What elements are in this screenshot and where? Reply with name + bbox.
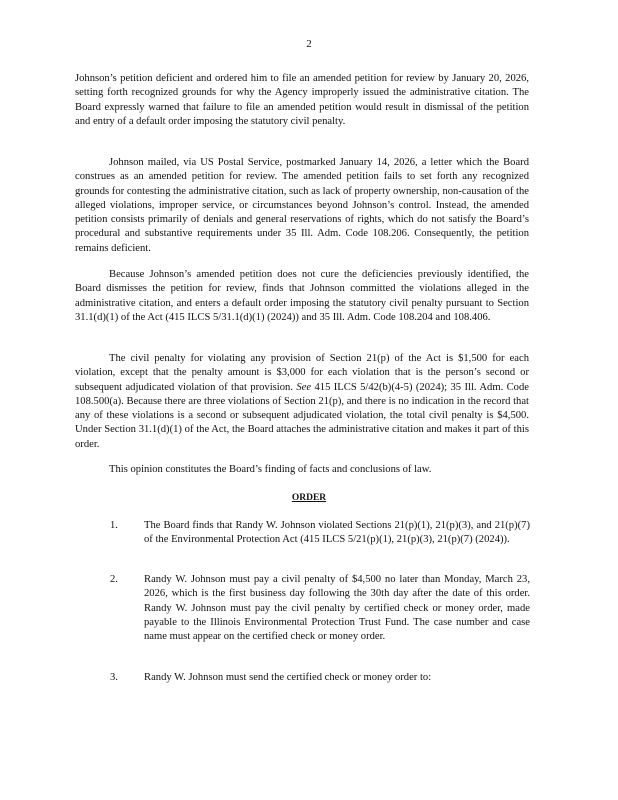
order-item: [110, 671, 530, 685]
paragraph-dismissal: Because Johnson’s amended petition does not cure the deficiencies previously identified, the Board dismisses the petition for review, finds that Johnson committed the violations alleged in the administrative citation, and enters a default order imposing the statutory civil penalty pursuant to Section 31.1(d)(1) of the Act (415 ILCS 5/31.1(d)(1) (2024)) and 35 Ill. Adm. Code 108.204 and 108.406.: [75, 269, 529, 323]
page-number: 2: [306, 38, 312, 50]
paragraph-civil-penalty: [75, 352, 529, 452]
paragraph-amended-petition: Johnson mailed, via US Postal Service, postmarked January 14, 2026, a letter which the Board construes as an amended petition for review. The amended petition fails to set forth any recognized grounds for contesting the administrative citation, such as lack of property ownership, non-causation of the alleged violations, improper service, or circumstances beyond Johnson’s control. Instead, the amended petition consists primarily of denials and general reservations of rights, which do not satisfy the Board’s procedural and substantive requirements under 35 Ill. Adm. Code 108.206. Consequently, the petition remains deficient.: [75, 157, 529, 254]
order-item-number: 1.: [110, 520, 118, 531]
order-item-text: Randy W. Johnson must send the certified check or money order to:: [144, 672, 432, 683]
order-heading: ORDER: [291, 493, 327, 503]
paragraph-deficient-petition: Johnson’s petition deficient and ordered him to file an amended petition for review by January 20, 2026, setting forth recognized grounds for why the Agency improperly issued the administrative citation. The Board expressly warned that failure to file an amended petition would result in dismissal of the petition and entry of a default order imposing the statutory civil penalty.: [75, 73, 529, 127]
order-item-text: The Board finds that Randy W. Johnson violated Sections 21(p)(1), 21(p)(3), and 21(p)(7) of the Environmental Protection Act (415 ILCS 5/21(p)(1), 21(p)(3), 21(p)(7) (2024)).: [144, 520, 530, 546]
order-item: [110, 573, 530, 644]
order-item-text: Randy W. Johnson must pay a civil penalty of $4,500 no later than Monday, March 23, 2026, which is the first business day following the 30th day after the date of this order. Randy W. Johnson must pay the civil penalty by certified check or money order, made payable to the Illinois Environmental Protection Trust Fund. The case number and case name must appear on the certified check or money order.: [144, 574, 530, 643]
order-item-number: 3.: [110, 672, 118, 683]
paragraph-opinion-statement: This opinion constitutes the Board’s finding of facts and conclusions of law.: [109, 464, 432, 475]
penalty-text-before-citation: The civil penalty for violating any provision of Section 21(p) of the Act is $1,500 for each violation, except that the penalty amount is $3,000 for each violation that is the person’s second or subsequent adjudicated violation of that provision.: [75, 353, 529, 393]
order-item-number: 2.: [110, 574, 118, 585]
citation-signal-see: See: [296, 381, 312, 393]
order-item: [110, 519, 530, 548]
penalty-text-after-citation: 415 ILCS 5/42(b)(4-5) (2024); 35 Ill. Adm. Code 108.500(a). Because there are three violations of Section 21(p), and there is no indication in the record that any of these violations is a second or subsequent adjudicated violation, the total civil penalty is $4,500. Under Section 31.1(d)(1) of the Act, the Board attaches the administrative citation and makes it part of this order.: [75, 381, 529, 450]
